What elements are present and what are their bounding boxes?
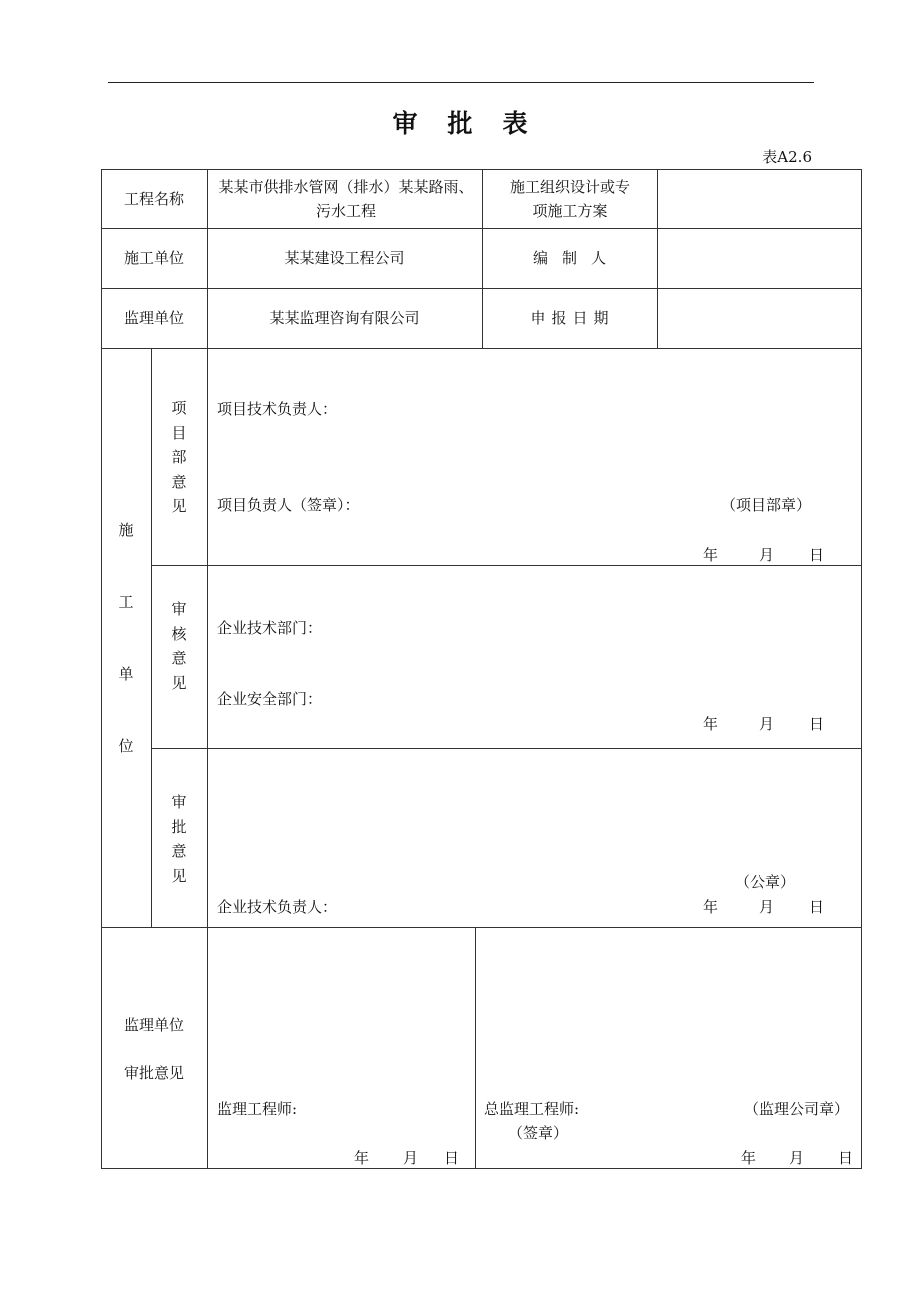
chief-engineer: 总监理工程师: [484,1100,580,1118]
project-name-label: 工程名称 [123,190,184,208]
safety-dept: 企业安全部门： [217,690,323,708]
supervision-label-line2: 审批意见 [123,1064,184,1082]
date-year: 年 [703,546,719,564]
top-rule [108,82,814,83]
date-day: 日 [809,898,825,916]
project-lead-sign: 项目负责人（签章）： [217,496,360,514]
date-month: 月 [403,1149,419,1167]
project-dept-seal: （项目部章） [721,496,812,514]
construction-unit-label: 施工单位 [123,249,184,267]
supervision-engineer: 监理工程师: [217,1100,298,1118]
approval-label: 审批意见 [171,793,187,885]
date-month: 月 [789,1149,805,1167]
table-line [657,169,658,349]
table-line [207,348,208,928]
date-month: 月 [759,546,775,564]
supervision-label-line1: 监理单位 [123,1016,184,1034]
page-title: 审批表 [392,109,558,138]
table-line [151,348,152,928]
supervision-company-seal: （监理公司章） [744,1100,850,1118]
construction-unit-value: 某某建设工程公司 [284,249,405,267]
date-day: 日 [838,1149,854,1167]
design-label: 施工组织设计或专项施工方案 [509,178,630,220]
supervision-unit-value: 某某监理咨询有限公司 [269,309,420,327]
date-year: 年 [741,1149,757,1167]
chief-engineer-sign: （签章） [508,1124,569,1142]
date-month: 月 [759,898,775,916]
date-year: 年 [354,1149,370,1167]
form-number: 表A2.6 [762,148,812,166]
date-day: 日 [809,546,825,564]
table-line [151,565,862,566]
enterprise-tech-lead: 企业技术负责人： [217,898,338,916]
company-seal: （公章） [735,873,796,891]
date-year: 年 [703,898,719,916]
project-name-value: 某某市供排水管网（排水）某某路雨、污水工程 [218,178,474,220]
date-day: 日 [444,1149,460,1167]
tech-dept: 企业技术部门： [217,619,323,637]
date-day: 日 [809,715,825,733]
date-month: 月 [759,715,775,733]
compiler-label: 编制人 [532,249,620,267]
construction-side-label: 施工单位 [118,521,134,755]
report-date-label: 申报日期 [530,309,615,327]
table-line [101,927,862,928]
table-line [151,748,862,749]
supervision-unit-label: 监理单位 [123,309,184,327]
date-year: 年 [703,715,719,733]
review-label: 审核意见 [171,600,187,692]
table-line [475,927,476,1169]
project-tech-lead: 项目技术负责人： [217,400,338,418]
table-line [207,927,208,1169]
project-dept-label: 项目部意见 [171,399,187,515]
table-line [861,169,862,1169]
table-line [101,1168,862,1169]
